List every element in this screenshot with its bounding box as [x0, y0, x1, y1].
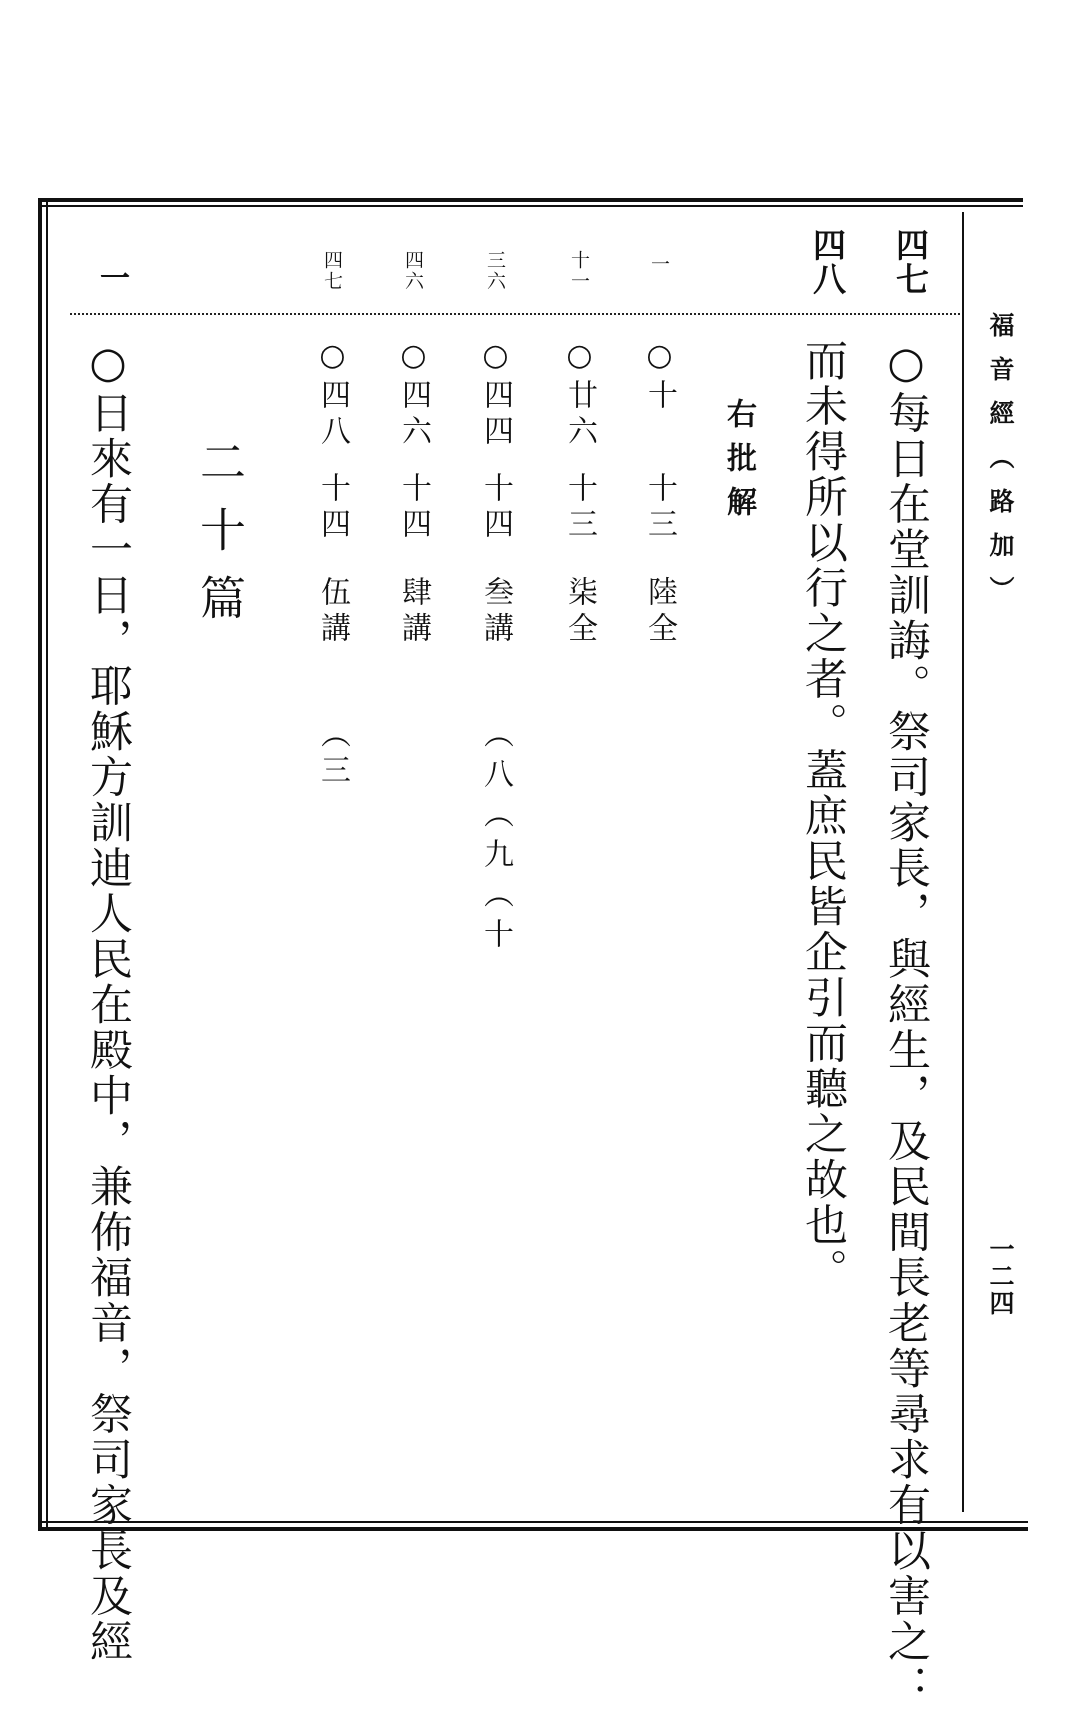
commentary-row-col2: 伍講	[315, 576, 350, 648]
running-header-title: 福音經（路加）	[986, 312, 1015, 620]
commentary-heading: 右批解	[721, 398, 756, 530]
commentary-row-ref: ○四六	[396, 338, 431, 451]
commentary-row-number: 十一	[568, 250, 590, 292]
commentary-row-col2: 叁講	[478, 576, 513, 648]
chapter-verse-1-text: ○日來有一日，耶穌方訓迪人民在殿中，兼佈福音，祭司家長及經	[83, 338, 133, 1665]
commentary-row-number: 四六	[402, 250, 424, 292]
commentary-row-ref: ○十	[642, 338, 677, 415]
chapter-title: 二十篇	[193, 438, 247, 642]
commentary-row-number: 三六	[484, 250, 506, 292]
commentary-row-number: 四七	[321, 250, 343, 292]
commentary-row-ref: ○四四	[478, 338, 513, 451]
commentary-row-col3: （八（九（十	[478, 718, 513, 958]
commentary-row-col2: 陸全	[642, 576, 677, 648]
commentary-row-col1: 十四	[396, 472, 431, 544]
verse-48-text: 而未得所以行之者。蓋庶民皆企引而聽之故也。	[798, 338, 848, 1294]
chapter-verse-number: 一	[94, 262, 129, 293]
commentary-row-col1: 十三	[642, 472, 677, 544]
commentary-row-col1: 十四	[478, 472, 513, 544]
header-separator-rule	[962, 212, 964, 1512]
verse-number-divider	[70, 313, 960, 315]
verse-47-text: ○每日在堂訓誨。祭司家長，與經生，及民間長老等尋求有以害之：	[881, 338, 931, 1710]
commentary-row-col2: 肆講	[396, 576, 431, 648]
frame-bottom-rule	[38, 1521, 1028, 1531]
commentary-row-ref: ○四八	[315, 338, 350, 451]
verse-number-48: 四八	[808, 228, 847, 296]
commentary-row-col1: 十四	[315, 472, 350, 544]
commentary-row-col1: 十三	[562, 472, 597, 544]
commentary-row-ref: ○廿六	[562, 338, 597, 451]
frame-left-rule	[38, 198, 48, 1531]
page-number: 一二四	[986, 1236, 1015, 1317]
commentary-row-col3: （三	[315, 718, 350, 790]
commentary-row-col2: 柒全	[562, 576, 597, 648]
verse-number-47: 四七	[891, 228, 930, 296]
commentary-row-number: 一	[648, 254, 670, 275]
frame-top-rule	[38, 198, 1023, 207]
